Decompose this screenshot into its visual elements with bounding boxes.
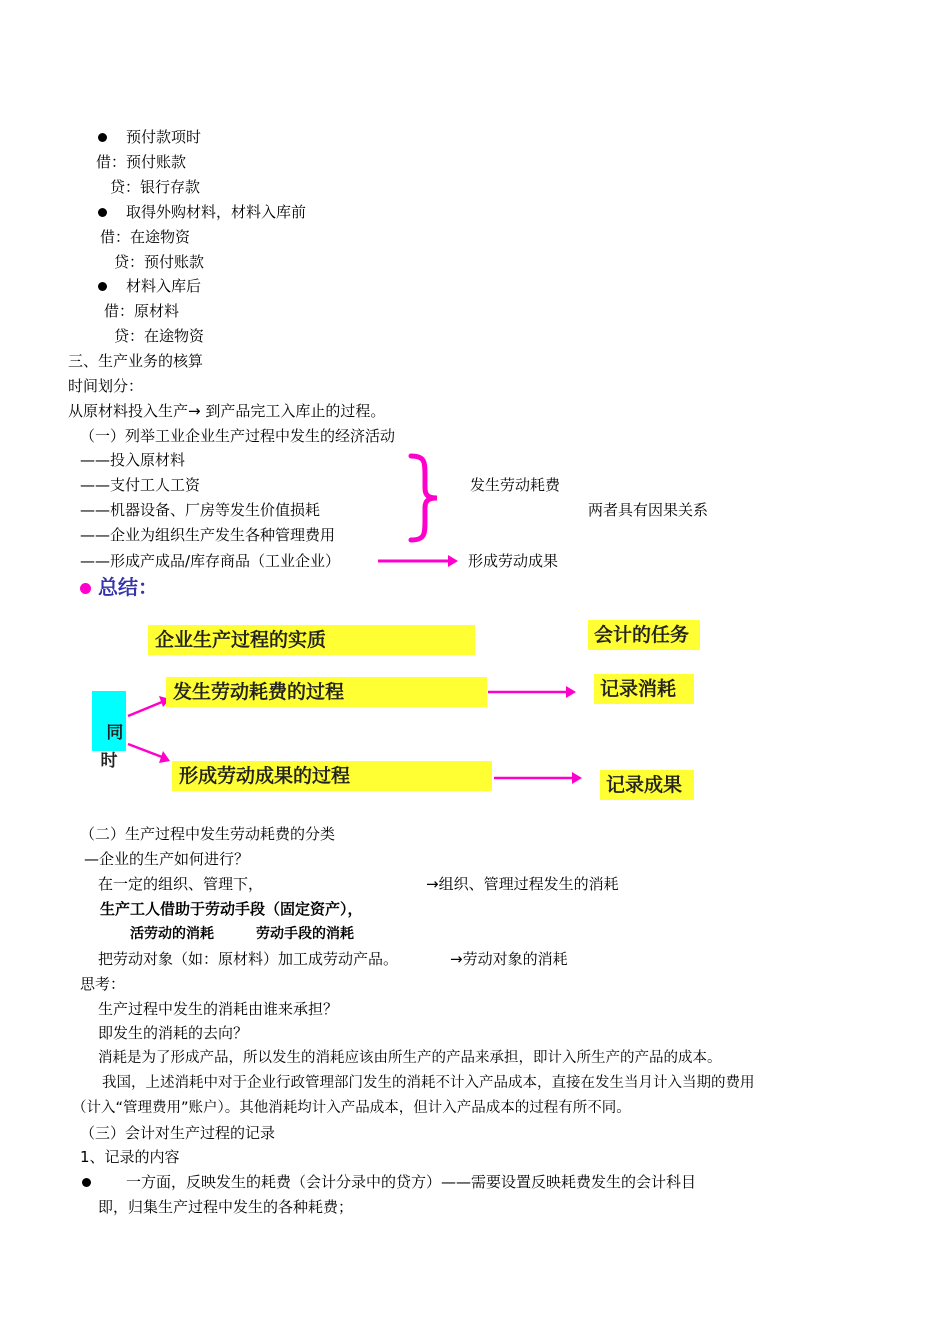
text-line: →劳动对象的消耗 [450, 950, 568, 968]
consume-process-label: 发生劳动耗费的过程 [173, 681, 345, 703]
bullet [98, 282, 107, 291]
simultaneous-box [92, 691, 126, 771]
annotation: 形成劳动成果 [468, 552, 559, 570]
list-item: ——企业为组织生产发生各种管理费用 [80, 526, 336, 544]
text-line: 取得外购材料，材料入库前 [126, 203, 307, 221]
text-line: 从原材料投入生产→ 到产品完工入库止的过程。 [68, 402, 386, 420]
bullet-pink [80, 583, 91, 594]
text-line: 1、记录的内容 [80, 1148, 180, 1166]
text-line: 活劳动的消耗 [130, 926, 214, 942]
text-line: 生产工人借助于劳动手段（固定资产）， [100, 900, 363, 918]
text-line: 在一定的组织、管理下， [98, 875, 264, 893]
consume-process-box [166, 677, 487, 707]
text-line: 即发生的消耗的去向？ [98, 1024, 249, 1042]
annotation: 发生劳动耗费 [470, 476, 561, 494]
text-line: （计入“管理费用”账户）。其他消耗均计入产品成本，但计入产品成本的过程有所不同。 [72, 1100, 631, 1116]
record-consume-label: 记录消耗 [600, 678, 677, 700]
list-item: ——形成产成品/库存商品（工业企业） [80, 552, 341, 570]
section-heading: 三、生产业务的核算 [68, 352, 204, 370]
simultaneous-label: 同 时 [100, 723, 124, 771]
record-consume-box [594, 674, 694, 704]
essence-box [148, 625, 475, 655]
text-line: 我国，上述消耗中对于企业行政管理部门发生的消耗不计入产品成本，直接在发生当月计入当期的费用 [102, 1075, 755, 1091]
arrow-right-icon [494, 770, 584, 786]
arrow-right-icon [488, 684, 578, 700]
list-item: ——投入原材料 [80, 451, 186, 469]
task-label: 会计的任务 [594, 624, 690, 646]
summary-title: 总结： [98, 575, 158, 599]
bullet [98, 208, 107, 217]
bullet [82, 1178, 91, 1187]
result-process-box [172, 761, 492, 791]
subsection-heading: （三）会计对生产过程的记录 [80, 1124, 276, 1142]
text-line: 借：预付账款 [96, 153, 187, 171]
arrow-right-icon [378, 552, 460, 570]
text-line: 把劳动对象（如：原材料）加工成劳动产品。 [98, 950, 399, 968]
subsection-heading: （二）生产过程中发生劳动耗费的分类 [80, 825, 336, 843]
text-line: 消耗是为了形成产品，所以发生的消耗应该由所生产的产品来承担，即计入所生产的产品的成本。 [98, 1050, 722, 1066]
text-line: —企业的生产如何进行？ [84, 850, 250, 868]
essence-label: 企业生产过程的实质 [155, 629, 327, 651]
arrow-down-right-icon [126, 740, 172, 766]
text-line: 贷：在途物资 [114, 327, 205, 345]
text-line: 贷：银行存款 [110, 178, 201, 196]
list-item: ——机器设备、厂房等发生价值损耗 [80, 501, 321, 519]
text-line: 生产过程中发生的消耗由谁来承担？ [98, 1000, 339, 1018]
text-line: 借：在途物资 [100, 228, 191, 246]
brace-icon [405, 452, 445, 544]
result-process-label: 形成劳动成果的过程 [179, 765, 351, 787]
annotation: 两者具有因果关系 [588, 501, 709, 519]
text-line: →组织、管理过程发生的消耗 [426, 875, 619, 893]
text-line: 劳动手段的消耗 [256, 926, 354, 942]
text-line: 借：原材料 [104, 302, 180, 320]
text-line: 即，归集生产过程中发生的各种耗费； [98, 1198, 354, 1216]
text-line: 材料入库后 [126, 277, 202, 295]
bullet [98, 133, 107, 142]
text-line: 一方面，反映发生的耗费（会计分录中的贷方）——需要设置反映耗费发生的会计科目 [126, 1173, 697, 1191]
subsection-heading: （一）列举工业企业生产过程中发生的经济活动 [80, 427, 396, 445]
text-line: 时间划分： [68, 377, 144, 395]
record-result-box [600, 770, 694, 800]
record-result-label: 记录成果 [606, 774, 683, 796]
text-line: 预付款项时 [126, 128, 202, 146]
text-line: 贷：预付账款 [114, 253, 205, 271]
task-box [588, 620, 700, 650]
text-line: 思考： [80, 975, 126, 993]
list-item: ——支付工人工资 [80, 476, 201, 494]
